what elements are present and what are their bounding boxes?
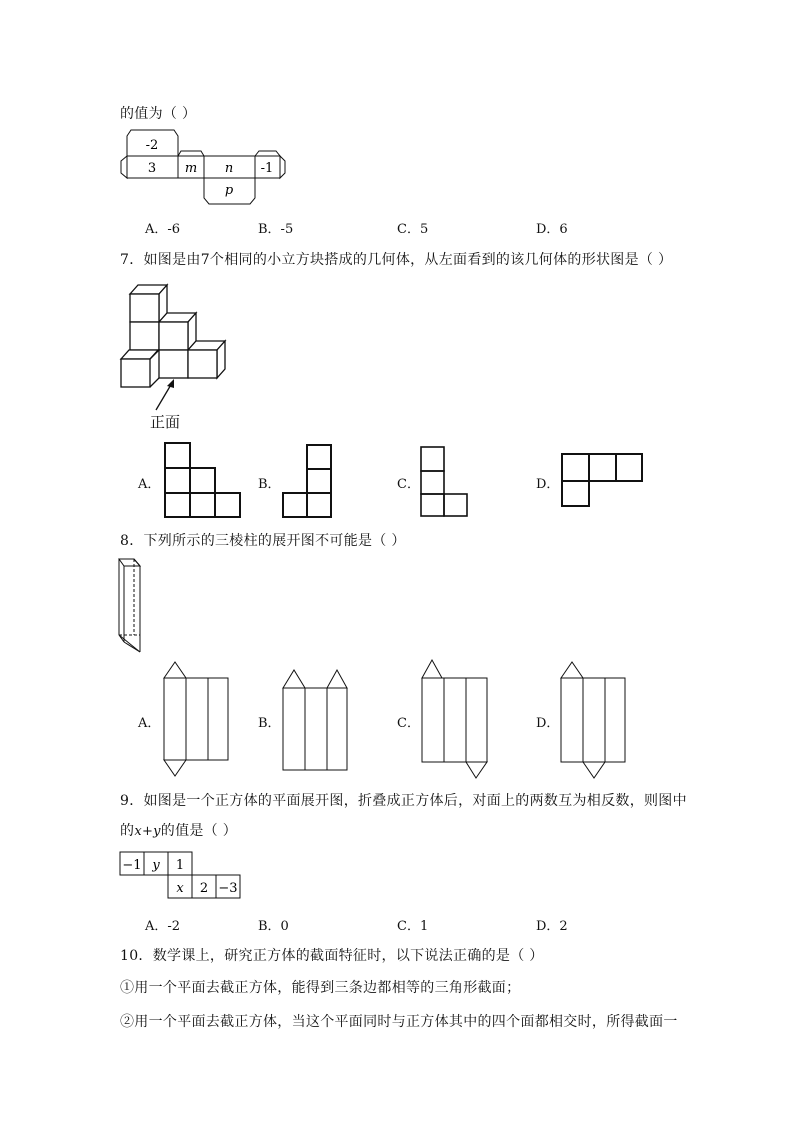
q10-item-1: ①用一个平面去截正方体，能得到三条边都相等的三角形截面； (120, 980, 521, 996)
q6-option-c: C．5 (397, 222, 429, 237)
q6-stem-tail: 的值为（ ） (120, 106, 197, 122)
q8-option-a-figure (160, 658, 232, 780)
q8-prism-figure (116, 556, 148, 658)
q6-net-bottom: p (224, 183, 234, 198)
q6-option-d: D．6 (536, 222, 568, 237)
q7-option-a-letter: A． (138, 477, 161, 492)
q9-stem-line2-b: 的值是（ ） (160, 823, 238, 839)
q10-stem: 10．数学课上，研究正方体的截面特征时，以下说法正确的是（ ） (120, 948, 544, 964)
q7-front-label: 正面 (150, 413, 181, 431)
q8-stem: 8．下列所示的三棱柱的展开图不可能是（ ） (120, 533, 406, 549)
q6-net-n: n (224, 161, 234, 176)
q9-option-d: D．2 (536, 919, 568, 934)
q8-option-c-figure (418, 656, 492, 782)
q7-option-d-figure (559, 451, 645, 509)
q8-option-d-letter: D． (536, 716, 560, 731)
q9-cube-net-figure (118, 850, 244, 902)
q9-option-b: B．0 (258, 919, 289, 934)
q9-stem-line2 (120, 820, 237, 840)
q9-net-cell-6: −3 (218, 881, 238, 896)
q7-stem: 7．如图是由7个相同的小立方块搭成的几何体，从左面看到的该几何体的形状图是（ ） (120, 252, 673, 268)
q7-cube-stack-figure (118, 282, 233, 432)
q9-stem-expr: x+y (134, 824, 161, 839)
q9-net-cell-y: y (152, 858, 160, 873)
q9-option-a: A．-2 (145, 919, 181, 934)
q9-stem-line2-a: 的 (120, 823, 135, 839)
q7-option-c-letter: C． (397, 477, 420, 492)
q6-net-m: m (184, 161, 198, 176)
q6-net-right: -1 (260, 161, 274, 176)
q7-option-d-letter: D． (536, 477, 560, 492)
q8-option-c-letter: C． (397, 716, 420, 731)
q8-option-a-letter: A． (138, 716, 161, 731)
q7-option-a-figure (162, 440, 246, 520)
q6-option-b: B．-5 (258, 222, 294, 237)
q6-option-a: A．-6 (145, 222, 181, 237)
q9-net-cell-3: 1 (175, 858, 185, 873)
q7-option-c-figure (418, 445, 470, 519)
q6-net-left: 3 (147, 161, 157, 176)
q8-option-b-letter: B． (258, 716, 281, 731)
q10-item-2: ②用一个平面去截正方体，当这个平面同时与正方体其中的四个面都相交时，所得截面一 (120, 1014, 678, 1030)
q8-option-b-figure (279, 666, 351, 774)
q6-cube-net-figure (118, 128, 288, 208)
q9-stem-line1: 9．如图是一个正方体的平面展开图，折叠成正方体后，对面上的两数互为相反数，则图中 (120, 793, 687, 809)
q8-option-d-figure (557, 658, 629, 782)
q7-option-b-letter: B． (258, 477, 281, 492)
q7-option-b-figure (280, 443, 336, 519)
q9-net-cell-5: 2 (199, 881, 209, 896)
q6-net-top: -2 (145, 138, 159, 153)
q9-option-c: C．1 (397, 919, 429, 934)
q9-net-cell-x: x (176, 881, 184, 896)
q9-net-cell-1: −1 (122, 858, 142, 873)
